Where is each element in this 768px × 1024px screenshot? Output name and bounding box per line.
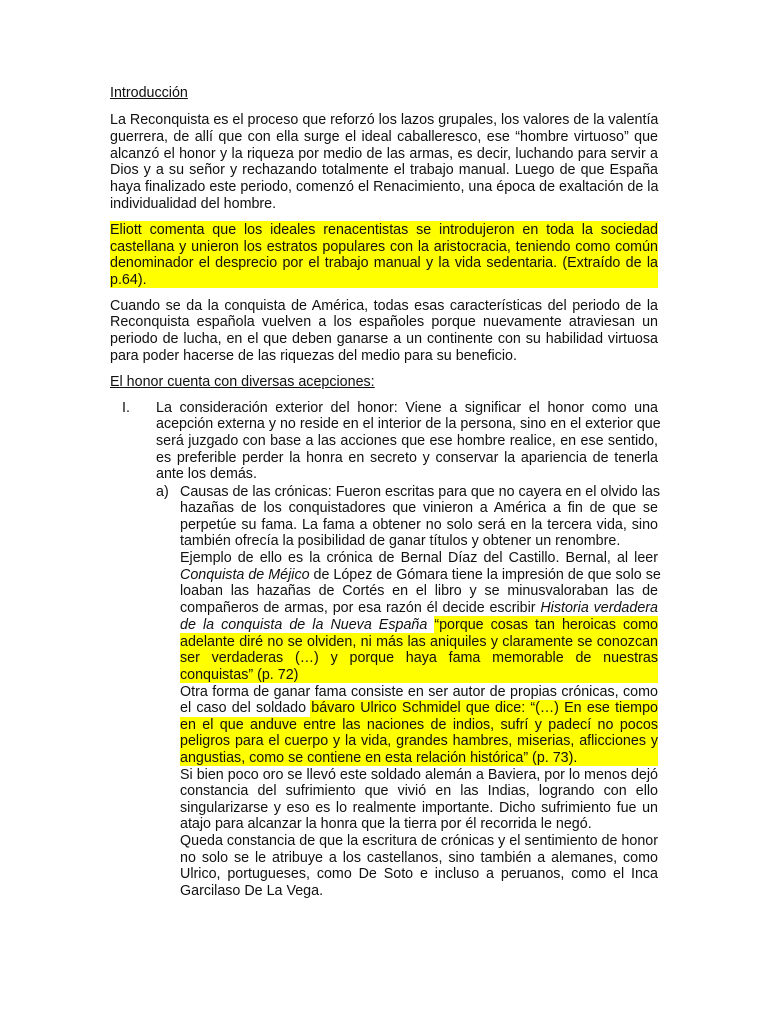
text-run: el caso del soldado [180,700,312,716]
text-line: Ejemplo de ello es la crónica de Bernal Díaz del Castillo. Bernal, al leer [180,550,658,566]
quote-text: “porque cosas tan heroicas como [427,617,658,633]
quote-text: conquistas” (p. 72) [180,667,299,683]
text-line: hazañas de los conquistadores que vinieron a América a fin de que se [180,500,658,516]
text-line: Eliott comenta que los ideales renacentistas se introdujeron en toda la sociedad [110,222,658,238]
text-line: Garcilaso De La Vega. [180,883,324,899]
text-run: de López de Gómara tiene la impresión de que solo se [309,567,661,583]
text-line: individualidad del hombre. [110,196,277,212]
text-line: será juzgado con base a las acciones que ese hombre realice, en ese sentido, [156,433,658,449]
text-line: Si bien poco oro se llevó este soldado alemán a Baviera, por lo menos dejó [180,767,658,783]
text-line: ante los demás. [156,466,257,482]
section-subheading: El honor cuenta con diversas acepciones: [110,374,375,390]
text-line: guerrera, de allí que con ella surge el ideal caballeresco, ese “hombre virtuoso” que [110,129,658,145]
section-heading: Introducción [110,85,188,101]
text-line: ser verdaderas (…) y porque haya fama memorable de nuestras [180,650,658,666]
list-marker: a) [156,484,169,500]
text-line: peligros para el cuerpo y la vida, grandes hambres, miserias, aflicciones y [180,733,658,749]
text-line: para poder hacerse de las riquezas del medio para su beneficio. [110,348,517,364]
text-line: p.64). [110,272,147,288]
text-line: Causas de las crónicas: Fueron escritas para que no cayera en el olvido las [180,484,660,500]
list-marker: I. [122,400,130,416]
quote-text: angustias, como se contiene en esta relación histórica” (p. 73). [180,750,578,766]
text-line: adelante diré no se olviden, ni más las aniquiles y claramente se conozcan [180,634,658,650]
book-title: de la conquista de la Nueva España [180,617,428,633]
text-line [180,700,658,717]
text-line [180,600,658,617]
text-line [180,567,661,584]
text-line: Dios y a su señor y rechazando totalmente el trabajo manual. Luego de que España [110,162,658,178]
book-title: Historia verdadera [540,600,658,616]
text-line: Queda constancia de que la escritura de crónicas y el sentimiento de honor [180,833,658,849]
text-line: haya finalizado este periodo, comenzó el Renacimiento, una época de exaltación de la [110,179,659,195]
text-line: constancia del sufrimiento que vivió en las Indias, logrando con ello [180,783,658,799]
text-line: Cuando se da la conquista de América, todas esas características del periodo de la [110,298,658,314]
text-line: en el que anduve entre las naciones de indios, sufrí y padecí no pocos [180,717,658,733]
text-line: Ulrico, portugueses, como De Soto e incluso a peruanos, como el Inca [180,866,658,882]
text-line: no solo se le atribuye a los castellanos, sino también a alemanes, como [180,850,658,866]
text-line [180,667,658,684]
text-line: denominador el desprecio por el trabajo manual y la vida sedentaria. (Extraído de la [110,255,658,271]
text-line: acepción externa y no reside en el interior de la persona, sino en el exterior que [156,416,661,432]
text-line: Otra forma de ganar fama consiste en ser autor de propias crónicas, como [180,684,658,700]
text-line: La Reconquista es el proceso que reforzó los lazos grupales, los valores de la valentía [110,112,659,128]
quote-text: bávaro Ulrico Schmidel que dice: “(…) En ese tiempo [311,700,658,716]
text-line: loaban las hazañas de Cortés en el libro y se minusvaloraban las de [180,583,658,599]
text-line: singularizarse y eso es lo realmente importante. Dicho sufrimiento fue un [180,800,658,816]
text-line: periodo de lucha, en el que deben ganarse a un continente con su habilidad virtuosa [110,331,658,347]
text-line [180,750,658,767]
text-line: también ofrecía la posibilidad de ganar títulos y obtener un renombre. [180,533,621,549]
text-line: perpetúe su fama. La fama a obtener no solo será en la tercera vida, sino [180,517,658,533]
text-line: castellana y unieron los estratos populares con la aristocracia, teniendo como común [110,239,658,255]
book-title: Conquista de Méjico [180,567,310,583]
text-line: atajo para alcanzar la honra que la tierra por él recorrida le negó. [180,816,592,832]
text-line: es preferible perder la honra en secreto y conservar la apariencia de tenerla [156,450,658,466]
text-line: La consideración exterior del honor: Viene a significar el honor como una [156,400,658,416]
text-line: alcanzó el honor y la riqueza por medio de las armas, es decir, luchando para servir a [110,146,658,162]
text-line [180,617,658,634]
text-line: Reconquista española vuelven a los españoles porque nuevamente atraviesan un [110,314,658,330]
text-run: compañeros de armas, por esa razón él decide escribir [180,600,541,616]
